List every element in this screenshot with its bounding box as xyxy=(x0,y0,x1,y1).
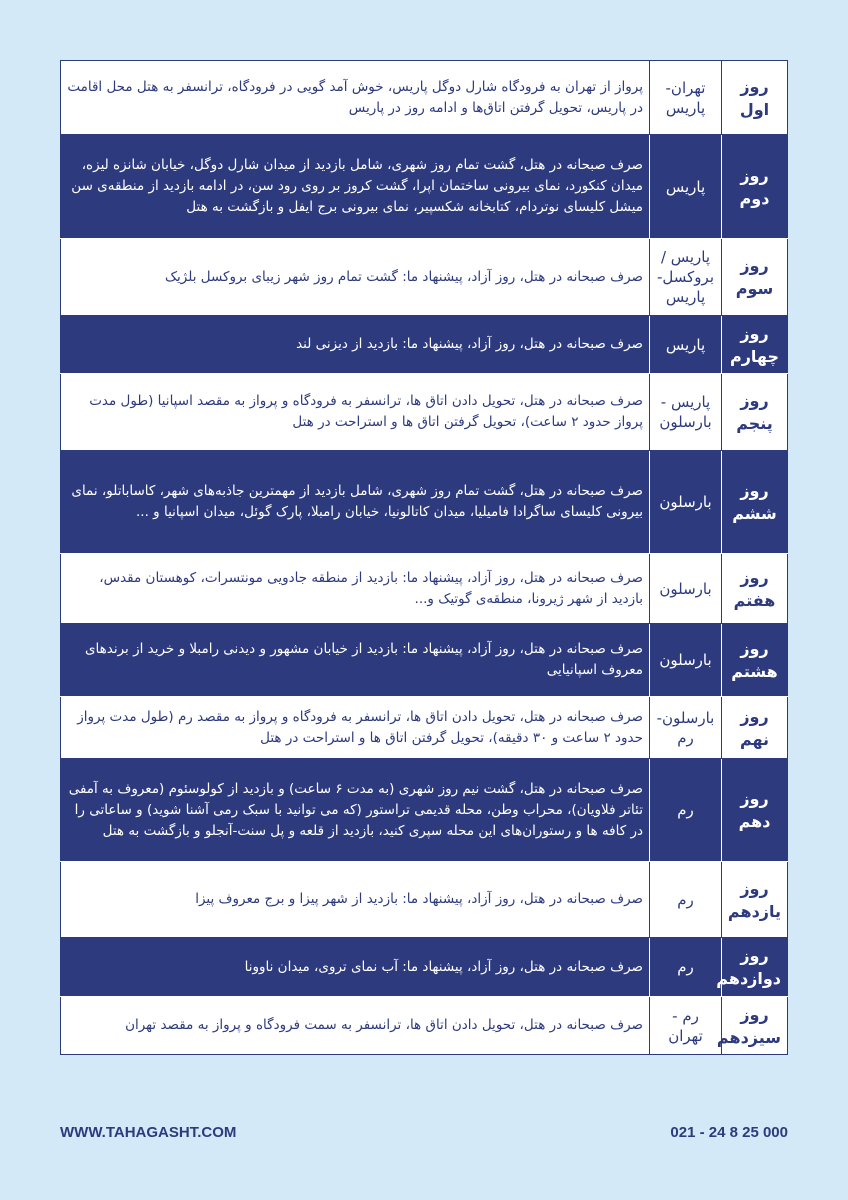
city-cell: رم xyxy=(650,938,722,997)
city-cell: پاریس xyxy=(650,135,722,239)
day-cell: روز دوم xyxy=(722,135,788,239)
table-row xyxy=(61,316,788,374)
day-cell: روز یازدهم xyxy=(722,862,788,938)
description-cell: صرف صبحانه در هتل، روز آزاد، پیشنهاد ما: بازدید از دیزنی لند xyxy=(61,316,650,374)
city-cell: بارسلون xyxy=(650,554,722,624)
city-cell: رم xyxy=(650,862,722,938)
description-cell: پرواز از تهران به فرودگاه شارل دوگل پاریس، خوش آمد گویی در فرودگاه، ترانسفر به هتل محل اقامت در پاریس، تحویل گرفتن اتاق‌ها و ادامه روز در پاریس xyxy=(61,61,650,135)
table-row xyxy=(61,759,788,862)
city-cell: بارسلون- رم xyxy=(650,697,722,759)
table-row xyxy=(61,374,788,451)
day-cell: روز ششم xyxy=(722,451,788,554)
city-cell: تهران- پاریس xyxy=(650,61,722,135)
table-row xyxy=(61,239,788,316)
description-cell: صرف صبحانه در هتل، روز آزاد، پیشنهاد ما: بازدید از شهر پیزا و برج معروف پیزا xyxy=(61,862,650,938)
city-cell: پاریس xyxy=(650,316,722,374)
itinerary-table xyxy=(60,60,788,1055)
footer xyxy=(60,1124,788,1141)
description-cell: صرف صبحانه در هتل، روز آزاد، پیشنهاد ما: بازدید از منطقه جادویی مونتسرات، کوهستان مقدس، بازدید از شهر ژیرونا، منطقه‌ی گوتیک و... xyxy=(61,554,650,624)
description-cell: صرف صبحانه در هتل، تحویل دادن اتاق ها، ترانسفر به فرودگاه و پرواز به مقصد رم (طول مدت پرواز حدود ۲ ساعت و ۳۰ دقیقه)، تحویل گرفتن اتاق ها و استراحت در هتل xyxy=(61,697,650,759)
day-cell: روز هشتم xyxy=(722,624,788,697)
description-cell: صرف صبحانه در هتل، گشت تمام روز شهری، شامل بازدید از مهمترین جاذبه‌های شهر، کاساباتلو، نمای بیرونی کلیسای ساگرادا فامیلیا، میدان کاتالونیا، خیابان رامبلا، پارک گوئل، میدان اسپانیا و ... xyxy=(61,451,650,554)
day-cell: روز نهم xyxy=(722,697,788,759)
city-cell: پاریس / بروکسل- پاریس xyxy=(650,239,722,316)
website-link[interactable]: WWW.TAHAGASHT.COM xyxy=(60,1124,237,1141)
table-row xyxy=(61,697,788,759)
table-row xyxy=(61,135,788,239)
description-cell: صرف صبحانه در هتل، گشت نیم روز شهری (به مدت ۶ ساعت) و بازدید از کولوسئوم (معروف به آمفی تئاتر فلاویان)، محراب وطن، محله قدیمی تراستور (که می توانید با سبک رمی آشنا شوید) و ساعاتی را در کافه ها و رستوران‌های این محله سپری کنید، بازدید از قلعه و پل سنت-آنجلو و بازگشت به هتل xyxy=(61,759,650,862)
day-cell: روز اول xyxy=(722,61,788,135)
phone-number[interactable]: 021 - 24 8 25 000 xyxy=(670,1124,788,1141)
city-cell: بارسلون xyxy=(650,451,722,554)
table-row xyxy=(61,554,788,624)
table-row xyxy=(61,61,788,135)
description-cell: صرف صبحانه در هتل، روز آزاد، پیشنهاد ما: آب نمای تروی، میدان ناوونا xyxy=(61,938,650,997)
table-row xyxy=(61,862,788,938)
description-cell: صرف صبحانه در هتل، تحویل دادن اتاق ها، ترانسفر به سمت فرودگاه و پرواز به مقصد تهران xyxy=(61,997,650,1055)
day-cell: روز چهارم xyxy=(722,316,788,374)
city-cell: پاریس - بارسلون xyxy=(650,374,722,451)
day-cell: روز دوازدهم xyxy=(722,938,788,997)
day-cell: روز سوم xyxy=(722,239,788,316)
city-cell: رم xyxy=(650,759,722,862)
day-cell: روز دهم xyxy=(722,759,788,862)
table-row xyxy=(61,997,788,1055)
city-cell: بارسلون xyxy=(650,624,722,697)
day-cell: روز سیزدهم xyxy=(722,997,788,1055)
description-cell: صرف صبحانه در هتل، تحویل دادن اتاق ها، ترانسفر به فرودگاه و پرواز به مقصد اسپانیا (طول مدت پرواز حدود ۲ ساعت)، تحویل گرفتن اتاق ها و استراحت در هتل xyxy=(61,374,650,451)
table-row xyxy=(61,938,788,997)
city-cell: رم - تهران xyxy=(650,997,722,1055)
description-cell: صرف صبحانه در هتل، گشت تمام روز شهری، شامل بازدید از میدان شارل دوگل، خیابان شانزه لیزه، میدان کنکورد، نمای بیرونی ساختمان اپرا، گشت کروز بر روی رود سن، در ادامه بازدید از منطقه‌ی سن میشل کلیسای نوتردام، کتابخانه شکسپیر، نمای بیرونی برج ایفل و بازگشت به هتل xyxy=(61,135,650,239)
description-cell: صرف صبحانه در هتل، روز آزاد، پیشنهاد ما: گشت تمام روز شهر زیبای بروکسل بلژیک xyxy=(61,239,650,316)
table-row xyxy=(61,451,788,554)
day-cell: روز هفتم xyxy=(722,554,788,624)
table-row xyxy=(61,624,788,697)
day-cell: روز پنجم xyxy=(722,374,788,451)
description-cell: صرف صبحانه در هتل، روز آزاد، پیشنهاد ما: بازدید از خیابان مشهور و دیدنی رامبلا و خرید از برندهای معروف اسپانیایی xyxy=(61,624,650,697)
